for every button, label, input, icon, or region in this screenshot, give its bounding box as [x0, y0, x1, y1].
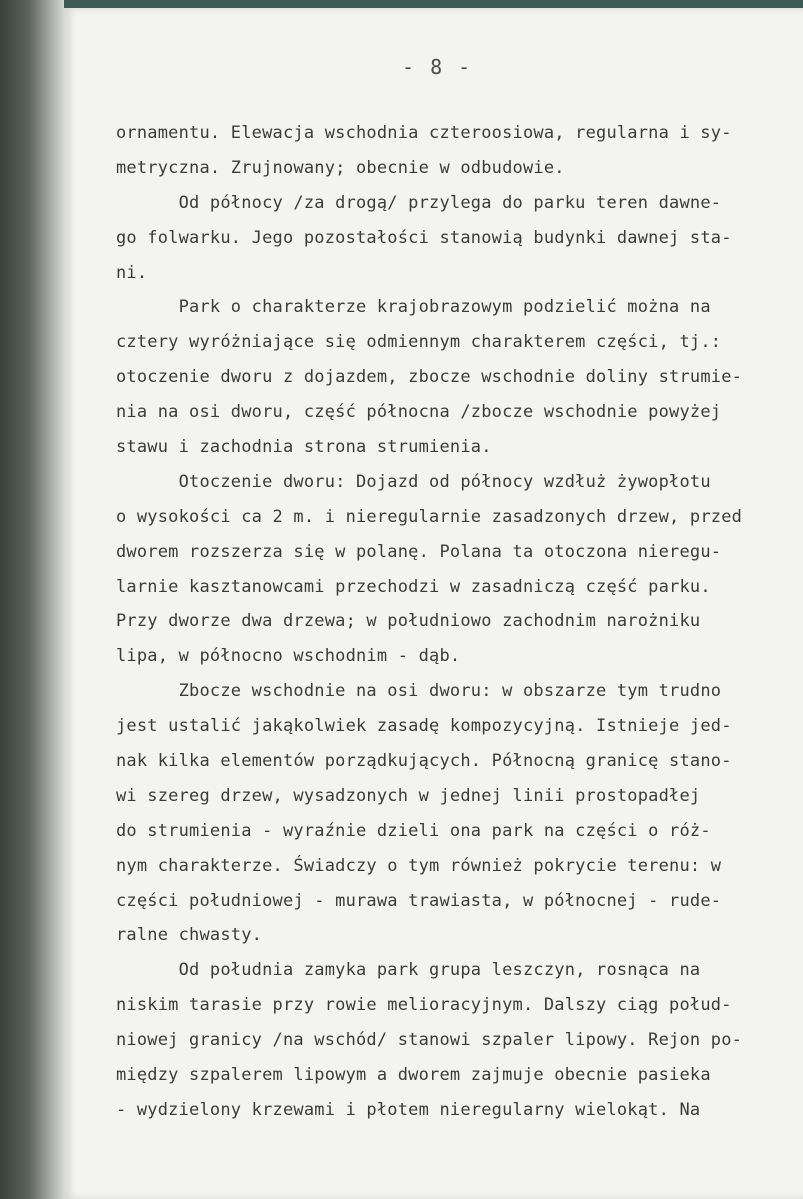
text-line: nia na osi dworu, część północna /zbocze wschodnie powyżej [116, 402, 722, 423]
text-line: stawu i zachodnia strona strumienia. [116, 437, 492, 458]
document-page [64, 8, 803, 1199]
text-line: ni. [116, 262, 148, 283]
text-line: ornamentu. Elewacja wschodnia czteroosiowa, regularna i sy- [116, 123, 732, 143]
text-line: - wydzielony krzewami i płotem nieregularny wielokąt. Na [116, 1099, 701, 1120]
text-line: metryczna. Zrujnowany; obecnie w odbudowie. [116, 157, 565, 178]
text-line: do strumienia - wyraźnie dzieli ona park na części o róż- [116, 820, 711, 841]
text-line: niskim tarasie przy rowie melioracyjnym. Dalszy ciąg połud- [116, 995, 732, 1016]
text-line: o wysokości ca 2 m. i nieregularnie zasadzonych drzew, przed [116, 506, 743, 527]
scan-left-edge [0, 0, 64, 1199]
body-text [116, 116, 766, 1128]
text-line: dworem rozszerza się w polanę. Polana ta otoczona nieregu- [116, 541, 722, 562]
text-line: ralne chwasty. [116, 925, 263, 946]
text-line: otoczenie dworu z dojazdem, zbocze wschodnie doliny strumie- [116, 367, 743, 388]
text-line: jest ustalić jakąkolwiek zasadę kompozycyjną. Istnieje jed- [116, 716, 732, 737]
text-line: Od północy /za drogą/ przylega do parku teren dawne- [116, 192, 722, 213]
text-line: cztery wyróżniające się odmiennym charakterem części, tj.: [116, 332, 722, 353]
text-line: między szpalerem lipowym a dworem zajmuje obecnie pasieka [116, 1065, 711, 1086]
text-line: niowej granicy /na wschód/ stanowi szpaler lipowy. Rejon po- [116, 1030, 743, 1051]
text-line: Park o charakterze krajobrazowym podzielić można na [116, 297, 711, 318]
scan-top-band [0, 0, 803, 8]
text-line: Otoczenie dworu: Dojazd od północy wzdłuż żywopłotu [116, 471, 711, 492]
page-number: - 8 - [402, 55, 473, 79]
text-line: Od południa zamyka park grupa leszczyn, rosnąca na [116, 960, 701, 981]
text-line: Zbocze wschodnie na osi dworu: w obszarze tym trudno [116, 681, 722, 702]
text-line: nak kilka elementów porządkujących. Północną granicę stano- [116, 751, 732, 772]
text-line: larnie kasztanowcami przechodzi w zasadniczą część parku. [116, 576, 711, 597]
text-line: wi szereg drzew, wysadzonych w jednej linii prostopadłej [116, 785, 701, 806]
text-line: części południowej - murawa trawiasta, w północnej - rude- [116, 890, 722, 911]
text-line: Przy dworze dwa drzewa; w południowo zachodnim narożniku [116, 611, 701, 632]
text-line: go folwarku. Jego pozostałości stanowią budynki dawnej sta- [116, 227, 732, 248]
text-line: lipa, w północno wschodnim - dąb. [116, 646, 461, 667]
text-line: nym charakterze. Świadczy o tym również pokrycie terenu: w [116, 855, 722, 876]
